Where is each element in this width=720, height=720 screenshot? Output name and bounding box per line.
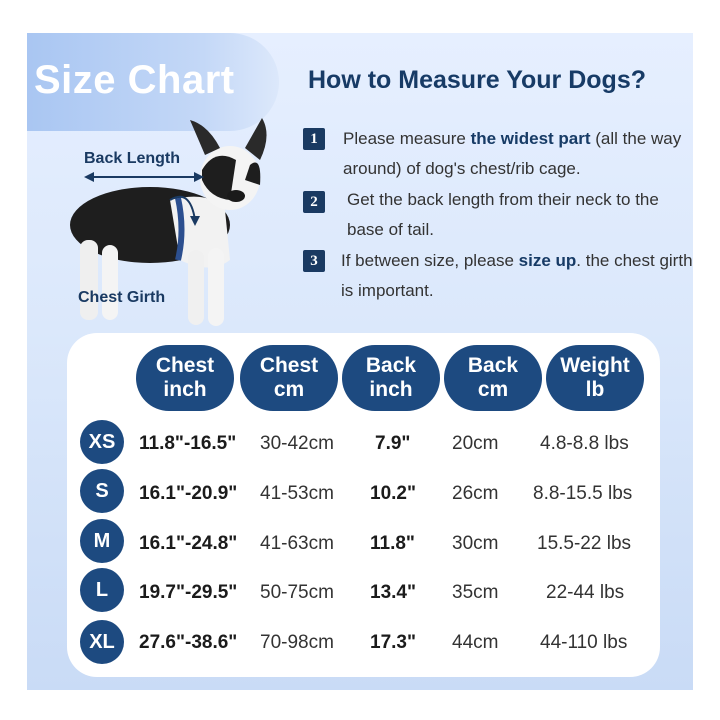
chest-cm-cell: 50-75cm	[260, 582, 334, 603]
size-badge-l: L	[80, 568, 124, 612]
size-badge-xs: XS	[80, 420, 124, 464]
weight-cell: 15.5-22 lbs	[537, 533, 632, 554]
weight-cell: 8.8-15.5 lbs	[533, 483, 633, 504]
weight-cell: 22-44 lbs	[546, 582, 625, 603]
step-number: 2	[303, 191, 325, 213]
page-title: Size Chart	[34, 58, 235, 102]
chest-cm-cell: 41-53cm	[260, 483, 334, 504]
back-inch-cell: 13.4"	[370, 582, 416, 603]
chest-cm-cell: 30-42cm	[260, 433, 334, 454]
back-cm-cell: 20cm	[452, 433, 499, 454]
step-number: 3	[303, 250, 325, 272]
step-number: 1	[303, 128, 325, 150]
step-3	[303, 246, 693, 306]
measure-heading: How to Measure Your Dogs?	[308, 66, 647, 94]
weight-cell: 44-110 lbs	[540, 632, 628, 653]
column-header-chest-inch: Chest inch	[136, 345, 234, 411]
back-inch-cell: 7.9"	[375, 433, 411, 454]
chest-girth-label: Chest Girth	[78, 289, 166, 306]
back-cm-cell: 26cm	[452, 483, 499, 504]
step-2	[303, 185, 693, 245]
back-inch-cell: 11.8"	[370, 533, 415, 554]
column-header-back-cm: Back cm	[444, 345, 542, 411]
back-length-label: Back Length	[84, 150, 181, 167]
column-header-weight-lb: Weight lb	[546, 345, 644, 411]
step-text: Get the back length from their neck to the base of tail.	[347, 190, 659, 239]
chest-cm-cell: 41-63cm	[260, 533, 334, 554]
size-badge-m: M	[80, 519, 124, 563]
step-1	[303, 124, 693, 184]
back-inch-cell: 10.2"	[370, 483, 416, 504]
size-badge-s: S	[80, 469, 124, 513]
back-cm-cell: 30cm	[452, 533, 499, 554]
weight-cell: 4.8-8.8 lbs	[540, 433, 629, 454]
step-text: If between size, please size up. the chest girth is important.	[341, 251, 693, 300]
column-header-chest-cm: Chest cm	[240, 345, 338, 411]
chest-inch-cell: 11.8"-16.5"	[139, 433, 237, 454]
back-cm-cell: 35cm	[452, 582, 499, 603]
chest-inch-cell: 16.1"-20.9"	[139, 483, 238, 504]
back-inch-cell: 17.3"	[370, 632, 416, 653]
chest-cm-cell: 70-98cm	[260, 632, 334, 653]
column-header-back-inch: Back inch	[342, 345, 440, 411]
size-badge-xl: XL	[80, 620, 124, 664]
chest-inch-cell: 19.7"-29.5"	[139, 582, 238, 603]
step-text: Please measure the widest part (all the way around) of dog's chest/rib cage.	[343, 129, 682, 178]
chest-inch-cell: 16.1"-24.8"	[139, 533, 238, 554]
chest-inch-cell: 27.6"-38.6"	[139, 632, 238, 653]
back-cm-cell: 44cm	[452, 632, 499, 653]
